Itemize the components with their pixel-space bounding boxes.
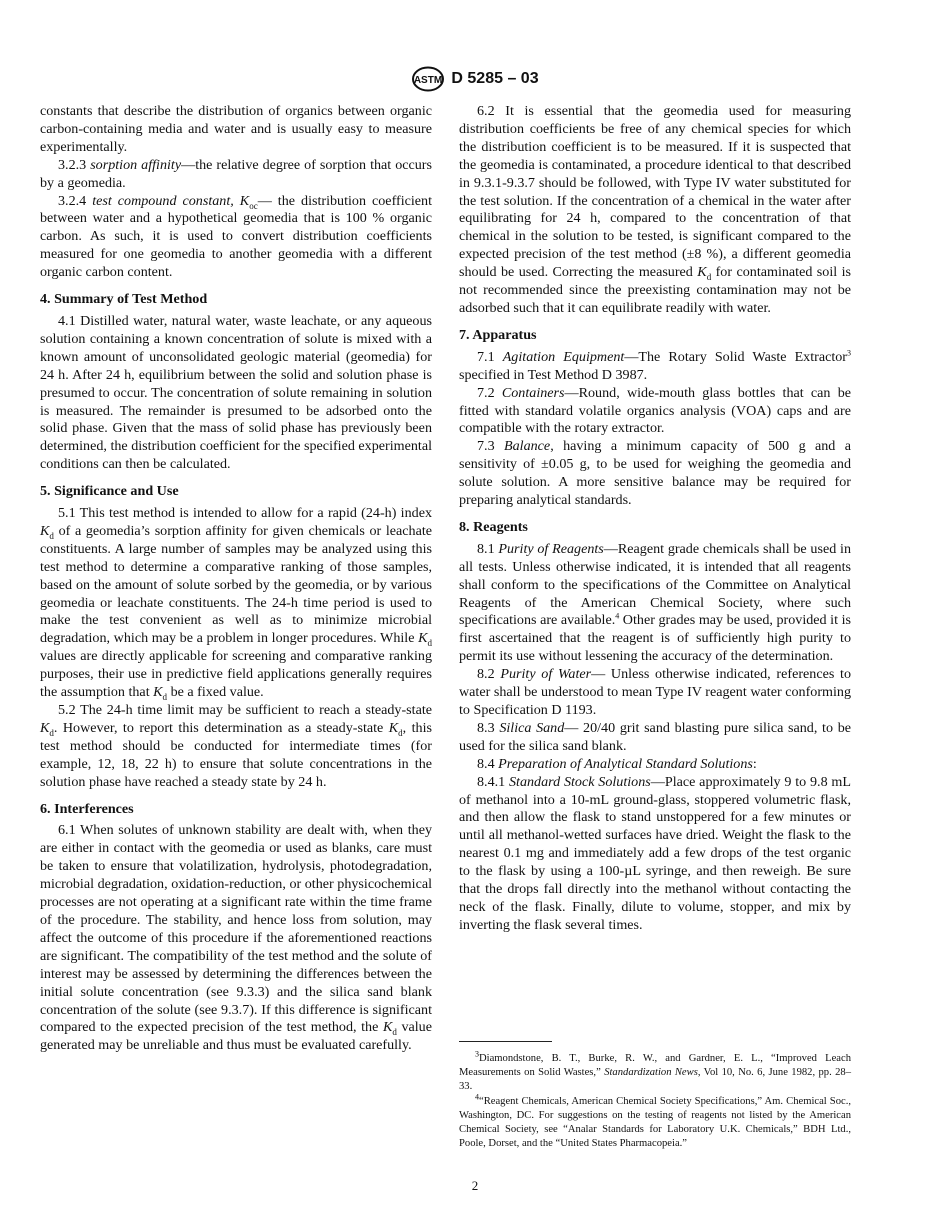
term-standard-stock-solutions: Standard Stock Solutions <box>509 773 651 790</box>
footnote-separator <box>459 1041 552 1042</box>
paragraph-3-2-3: 3.2.3 sorption affinity—the relative degree of sorption that occurs by a geomedia. <box>40 156 432 191</box>
section-5-heading: 5. Significance and Use <box>40 483 179 500</box>
paragraph-8-4: 8.4 Preparation of Analytical Standard Solutions: <box>477 755 757 772</box>
term-containers: Containers <box>501 384 565 401</box>
footnote-4: $^4$“Reagent Chemicals, American Chemical Society Specifications,” Am. Chemical Soc., Washington, DC. For suggestions on the testing of reagents not listed by the American Chemical Society, see “Analar Standards for Laboratory U.K. Chemicals,” BDH Ltd., Poole, Dorset, and the “United States Pharmacopeia.” <box>459 1092 851 1149</box>
right-column <box>459 103 851 935</box>
paragraph-8-3: 8.3 Silica Sand— 20/40 grit sand blasting pure silica sand, to be used for the silica sand blank. <box>459 719 851 754</box>
section-6-heading: 6. Interferences <box>40 800 134 817</box>
footnote-ref-4[interactable]: 4 <box>615 611 620 621</box>
paragraph-7-3: 7.3 Balance, having a minimum capacity of 500 g and a sensitivity of ±0.05 g, to be used for weighing the geomedia and solute solution. A more sensitive balance may be required for preparing analytical standards. <box>459 438 851 509</box>
page-header <box>0 66 950 92</box>
paragraph-4-1: 4.1 Distilled water, natural water, waste leachate, or any aqueous solution containing a known concentration of solute is mixed with a known amount of unconsolidated geologic material (geomedia) for 24 h. After 24 h, equilibrium between the solid and solution phase is presumed to occur. The concentration of solute remaining in solution is measured. The remainder is presumed to be adsorbed onto the solid phase. Given that the mass of solid phase has previously been determined, the distribution coefficient for the specified experimental conditions can then be calculated. <box>40 312 432 473</box>
astm-logo-icon <box>411 66 445 92</box>
paragraph-7-1: 7.1 Agitation Equipment—The Rotary Solid Waste Extractor$^3$ specified in Test Method D 3987. <box>459 348 852 383</box>
footnote-ref-3[interactable]: 3 <box>847 348 852 358</box>
footnotes <box>459 1049 852 1152</box>
term-test-compound-constant: test compound constant, <box>92 192 234 209</box>
page-number: 2 <box>471 1178 479 1193</box>
paragraph-8-1: 8.1 Purity of Reagents—Reagent grade chemicals shall be used in all tests. Unless otherwise indicated, it is intended that all reagents shall conform to the specifications of the Committee on Analytical Reagents of the American Chemical Society, where such specifications are available.$^4$ Other grades may be used, provided it is first ascertained that the reagent is of sufficiently high purity to permit its use without lessening the accuracy of the determination. <box>459 540 851 665</box>
section-7-heading: 7. Apparatus <box>459 326 537 343</box>
paragraph-continuation: constants that describe the distribution of organics between organic carbon-containing media and water and is usually easy to measure experimentally. <box>40 103 432 155</box>
term-agitation-equipment: Agitation Equipment <box>502 348 625 365</box>
term-silica-sand: Silica Sand <box>499 719 565 736</box>
paragraph-5-2: 5.2 The 24-h time limit may be sufficient to reach a steady-state $K_d$. However, to report this determination as a steady-state $K_d$, this test method should be conducted for intermediate times (for example, 12, 18, 22 h) to ensure that solute concentrations in the solution phase have reached a steady state by 24 h. <box>40 702 432 790</box>
term-purity-of-reagents: Purity of Reagents <box>498 540 604 557</box>
paragraph-6-2: 6.2 It is essential that the geomedia used for measuring distribution coefficients be free of any chemical species for which the distribution coefficient is to be measured. If it is suspected that the geomedia is contaminated, a procedure identical to that described in 9.3.1-9.3.7 should be followed, with Type IV water substituted for the test solution. If the concentration of a chemical in the water after equilibrating for 24 h, compared to the concentration of that chemical in the solution to be tested, is significant compared to the expected precision of the test method (±8 %), a different geomedia should be used. Correcting the measured $K_d$ for contaminated soil is not recommended since the preexisting contamination may not be adsorbed such that it can equilibrate readily with water. <box>459 103 851 316</box>
paragraph-8-4-1: 8.4.1 Standard Stock Solutions—Place approximately 9 to 9.8 mL of methanol into a 10-mL ground-glass, stoppered volumetric flask, and then allow the flask to stand unstoppered for a few minutes or until all methanol-wetted surfaces have dried. Weight the flask to the nearest 0.1 mg and immediately add a few drops of the test organic to the flask by using a 100-µL syringe, and then reweigh. Be sure that the drops fall directly into the methanol without contacting the neck of the flask. Finally, dilute to volume, stopper, and mix by inverting the flask several times. <box>459 773 851 933</box>
section-4-heading: 4. Summary of Test Method <box>40 291 208 308</box>
left-column <box>40 103 432 1055</box>
paragraph-5-1: 5.1 This test method is intended to allow for a rapid (24-h) index $K_d$ of a geomedia’s sorption affinity for given chemicals or leachate constituents. A large number of samples may be analyzed using this test method to determine a comparative ranking of those samples, based on the amount of solute sorbed by the geomedia, or by various geomedia or leachate constituents. The 24-h time period is used to make the test convenient as well as to minimize microbial degradation, which may be a problem in longer procedures. While $K_d$ values are directly applicable for screening and comparative ranking purposes, their use in predictive field applications generally requires the assumption that $K_d$ be a fixed value. <box>40 505 432 702</box>
svg-text:ASTM: ASTM <box>414 75 443 86</box>
term-balance: Balance <box>504 438 551 455</box>
term-preparation-standard-solutions: Preparation of Analytical Standard Solutions <box>498 755 753 772</box>
paragraph-8-2: 8.2 Purity of Water— Unless otherwise indicated, references to water shall be understood to mean Type IV reagent water conforming to Specification D 1193. <box>459 666 851 718</box>
footnote-3: $^3$Diamondstone, B. T., Burke, R. W., and Gardner, E. L., “Improved Leach Measurements on Solid Wastes,” Standardization News, Vol 10, No. 6, June 1982, pp. 28–33. <box>459 1049 852 1092</box>
term-sorption-affinity: sorption affinity <box>90 156 182 173</box>
paragraph-6-1: 6.1 When solutes of unknown stability are dealt with, when they are either in contact with the geomedia or used as blanks, care must be taken to ensure that volatilization, hydrolysis, photodegradation, microbial degradation, oxidation-reduction, or other physicochemical processes are not operating at a significant rate within the time frame of the procedure. The stability, and hence loss from solution, may affect the outcome of this procedure if the aforementioned reactions are significant. The compatibility of the test method and the solute of interest may be assessed by determining the differences between the initial solute concentration (see 9.3.3) and the silica sand blank concentration of the solute (see 9.3.7). If this difference is significant compared to the expected precision of the test method, the $K_d$ value generated may be unreliable and thus must be evaluated carefully. <box>40 822 432 1054</box>
paragraph-7-2: 7.2 Containers—Round, wide-mouth glass bottles that can be fitted with standard volatile organics analysis (VOA) caps and are compatible with the rotary extractor. <box>459 384 851 437</box>
paragraph-3-2-4: 3.2.4 test compound constant, $K_{oc}—$ the distribution coefficient between water and a hypothetical geomedia that is 100 % organic carbon. As such, it is used to convert distribution coefficients measured for one geomedia to another geomedia with a different organic carbon content. <box>40 192 433 281</box>
standard-designation: D 5285 – 03 <box>451 70 539 87</box>
term-purity-of-water: Purity of Water <box>500 666 592 683</box>
section-8-heading: 8. Reagents <box>459 518 528 535</box>
